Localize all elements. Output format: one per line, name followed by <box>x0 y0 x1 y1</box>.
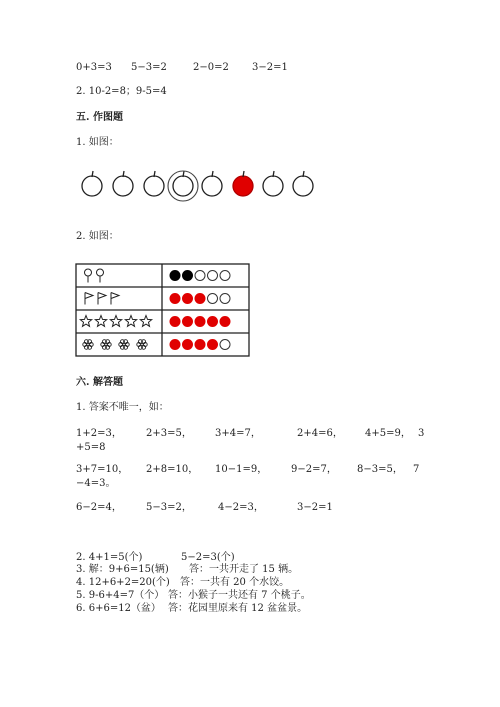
answer-text: 3−2=1 <box>297 502 333 513</box>
answer-text: 3+4=7， <box>215 428 261 439</box>
star-icon <box>125 316 136 327</box>
answer-text: 答：花园里原来有 12 盆盆景。 <box>168 603 308 614</box>
empty-dot <box>220 271 230 281</box>
star-icon <box>110 316 121 327</box>
empty-dot <box>195 271 205 281</box>
answer-text: 5−3=2 <box>131 62 167 73</box>
answer-text: 2. 10-2=8；9-5=4 <box>76 86 167 97</box>
flower-icon <box>119 340 129 350</box>
answer-text: +5=8 <box>76 442 106 453</box>
empty-dot <box>208 294 218 304</box>
answer-text: 2−0=2 <box>193 62 229 73</box>
answer-text: 4. 12+6+2=20(个) <box>76 577 170 588</box>
answer-text: 3 <box>418 428 425 439</box>
answer-text: 4−2=3， <box>218 502 264 513</box>
balloon-icon <box>85 269 92 283</box>
filled-dot <box>195 294 205 304</box>
star-icon <box>140 316 151 327</box>
filled-dot <box>195 340 205 350</box>
filled-dot <box>183 317 193 327</box>
filled-dot <box>208 340 218 350</box>
flag-icon <box>85 293 93 305</box>
answer-text: −4=3。 <box>76 478 116 489</box>
flag-icon <box>111 293 119 305</box>
answer-text: 2+3=5， <box>146 428 192 439</box>
answer-text: 5−2=3(个) <box>181 552 235 563</box>
answer-text: 2+8=10， <box>146 464 199 475</box>
balloon-icon <box>97 269 104 283</box>
empty-dot <box>208 271 218 281</box>
filled-dot <box>195 317 205 327</box>
section-title: 五. 作图题 <box>76 112 123 123</box>
flower-icon <box>83 340 93 350</box>
filled-dot <box>170 317 180 327</box>
empty-dot <box>220 294 230 304</box>
filled-dot <box>183 294 193 304</box>
filled-dot <box>220 317 230 327</box>
flower-icon <box>137 340 147 350</box>
answer-text: 4+5=9， <box>365 428 411 439</box>
answer-text: 2. 4+1=5(个) <box>76 552 143 563</box>
filled-dot <box>208 317 218 327</box>
filled-dot <box>183 340 193 350</box>
answer-text: 5. 9-6+4=7（个） <box>76 590 165 601</box>
answer-text: 1+2=3， <box>76 428 122 439</box>
answer-text: 答：小猴子一共还有 7 个桃子。 <box>168 590 311 601</box>
filled-dot <box>183 271 193 281</box>
answer-text: 8−3=5， <box>357 464 403 475</box>
answer-text: 0+3=3 <box>76 62 112 73</box>
answer-text: 2+4=6， <box>297 428 343 439</box>
filled-dot <box>170 294 180 304</box>
question-label: 2. 如图： <box>76 231 119 242</box>
answer-text: 5−3=2， <box>146 502 192 513</box>
answer-text: 答：一共有 20 个水饺。 <box>180 577 290 588</box>
answer-text: 9−2=7， <box>291 464 337 475</box>
empty-dot <box>220 340 230 350</box>
answer-text: 6−2=4， <box>76 502 122 513</box>
answer-text: 7 <box>413 464 420 475</box>
flag-icon <box>98 293 106 305</box>
question-label: 1. 答案不唯一，如： <box>76 402 169 413</box>
flower-icon <box>101 340 111 350</box>
star-icon <box>80 316 91 327</box>
section-title: 六. 解答题 <box>76 377 123 388</box>
filled-dot <box>170 340 180 350</box>
answer-text: 3. 解：9+6=15(辆) <box>76 564 169 575</box>
answer-text: 10−1=9， <box>215 464 268 475</box>
answer-text: 3−2=1 <box>252 62 288 73</box>
question-label: 1. 如图： <box>76 137 119 148</box>
answer-text: 6. 6+6=12（盆） <box>76 603 161 614</box>
star-icon <box>95 316 106 327</box>
filled-dot <box>170 271 180 281</box>
answer-text: 3+7=10， <box>76 464 129 475</box>
answer-text: 答：一共开走了 15 辆。 <box>189 564 299 575</box>
